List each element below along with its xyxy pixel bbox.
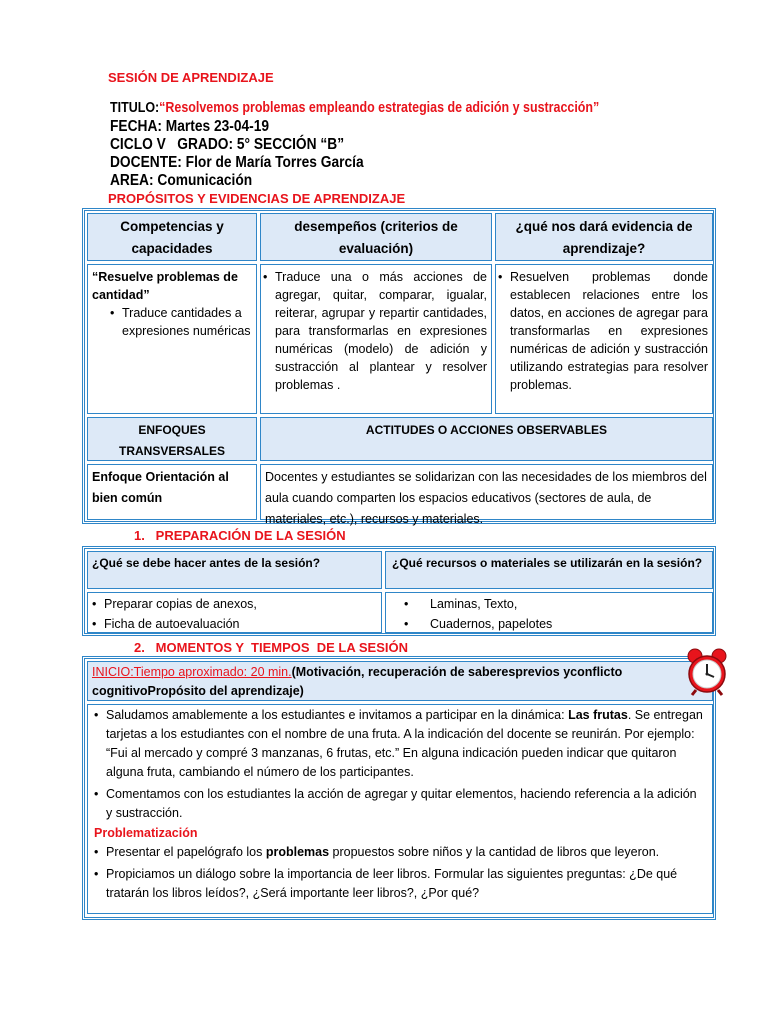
- fecha: FECHA: Martes 23-04-19: [110, 118, 270, 135]
- enfoques-header: ENFOQUES TRANSVERSALES: [87, 417, 257, 461]
- desempeno-cell: [260, 264, 492, 414]
- inicio-label: INICIO:Tiempo aproximado: 20 min.: [92, 665, 292, 679]
- inicio-content: [87, 704, 713, 914]
- problematizacion-label: Problematización: [94, 826, 198, 840]
- desempeno-text: • Traduce una o más acciones de agregar, quitar, comparar, igualar, reiterar, agrupar y repartir cantidades, para transformarlas en expresiones numéricas (modelo) de adición y sustracción al plantear y resolver problemas .: [275, 268, 487, 394]
- section-preparacion-title: 1. PREPARACIÓN DE LA SESIÓN: [134, 528, 346, 543]
- resources-cell: [385, 592, 713, 633]
- competencia-text: “Resuelve problemas de cantidad”: [92, 270, 238, 302]
- docente: DOCENTE: Flor de María Torres García: [110, 154, 364, 171]
- col-evidencia-header: ¿qué nos dará evidencia de aprendizaje?: [495, 213, 713, 261]
- titulo-line: [110, 100, 599, 116]
- before-item: • Preparar copias de anexos,: [104, 594, 377, 614]
- actitudes-header: ACTITUDES O ACCIONES OBSERVABLES: [260, 417, 713, 461]
- item3-text: Presentar el papelógrafo los: [106, 845, 266, 859]
- inicio-item-comentamos: • Comentamos con los estudiantes la acción de agregar y quitar elementos, haciendo referencia a la adición y sustracción.: [106, 785, 706, 823]
- inicio-description: (Motivación, recuperación de saberesprevios yconflicto cognitivoPropósito del aprendizaje): [92, 665, 623, 698]
- before-session-header: ¿Qué se debe hacer antes de la sesión?: [87, 551, 382, 589]
- ciclo-grado: CICLO V GRADO: 5° SECCIÓN “B”: [110, 136, 345, 153]
- session-title: SESIÓN DE APRENDIZAJE: [108, 70, 274, 85]
- resource-item: • Laminas, Texto,: [416, 594, 708, 614]
- competencias-table: [82, 208, 716, 524]
- item1-text-rest: . Se entregan tarjetas a los estudiantes con el nombre de una fruta. A la indicación del docente se reunirán. Por ejemplo: “Fui al mercado y compré 3 manzanas, 6 frutas, etc.” En alguna indicación pueden indicar que quitaron alguna fruta, cambiando el número de los participantes.: [106, 708, 703, 779]
- item3-text-rest: propuestos sobre niños y la cantidad de libros que leyeron.: [329, 845, 660, 859]
- titulo-value: “Resolvemos problemas empleando estrategias de adición y sustracción”: [159, 100, 600, 116]
- section-momentos-title: 2. MOMENTOS Y TIEMPOS DE LA SESIÓN: [134, 640, 409, 655]
- alarm-clock-icon: [684, 646, 730, 696]
- competencia-cell: [87, 264, 257, 414]
- evidencia-text: • Resuelven problemas donde establecen relaciones entre los datos, en acciones de agregar para transformarlas en expresiones numéricas de adición y sustracción utilizando estrategias para resolver problemas.: [510, 268, 708, 394]
- enfoque-cell: Enfoque Orientación al bien común: [87, 464, 257, 520]
- evidencia-cell: [495, 264, 713, 414]
- inicio-item-dinamica: [106, 706, 706, 782]
- problematizacion-item-dialogo: • Propiciamos un diálogo sobre la importancia de leer libros. Formular las siguientes preguntas: ¿De qué tratarán los libros leídos?, ¿Será importante leer libros?, ¿Por qué?: [106, 865, 706, 903]
- capacidad-item: • Traduce cantidades a expresiones numéricas: [122, 304, 252, 340]
- problematizacion-item-papelografo: [106, 843, 706, 862]
- area: AREA: Comunicación: [110, 172, 253, 189]
- propositos-title: PROPÓSITOS Y EVIDENCIAS DE APRENDIZAJE: [108, 191, 406, 206]
- before-item: • Ficha de autoevaluación: [104, 614, 377, 634]
- actitud-cell: Docentes y estudiantes se solidarizan con las necesidades de los miembros del aula cuando comparten los espacios educativos (sectores de aula, de materiales, etc.), recursos y materiales.: [260, 464, 713, 520]
- item1-text: Saludamos amablemente a los estudiantes e invitamos a participar en la dinámica:: [106, 708, 569, 722]
- item1-bold: Las frutas: [568, 708, 628, 722]
- before-session-cell: [87, 592, 382, 633]
- momentos-table: [82, 656, 716, 920]
- col-desempenos-header: desempeños (criterios de evaluación): [260, 213, 492, 261]
- col-competencias-header: Competencias y capacidades: [87, 213, 257, 261]
- resource-item: • Cuadernos, papelotes: [416, 614, 708, 634]
- preparacion-table: [82, 546, 716, 636]
- inicio-header: [87, 661, 713, 701]
- resources-header: ¿Qué recursos o materiales se utilizarán en la sesión?: [385, 551, 713, 589]
- item3-bold: problemas: [265, 845, 330, 859]
- titulo-label: TITULO:: [110, 100, 160, 116]
